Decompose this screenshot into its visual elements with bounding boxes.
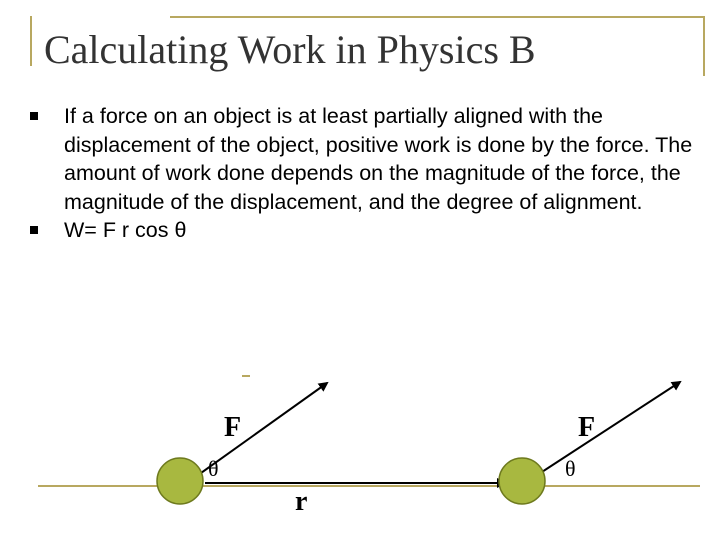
angle-label-2: θ — [565, 456, 576, 481]
force-label-1: F — [224, 412, 242, 443]
displacement-label: r — [295, 486, 308, 517]
angle-label-1: θ — [208, 456, 219, 481]
force-arrow-2 — [525, 382, 680, 483]
object-ball-1 — [157, 458, 203, 504]
bullet-text: If a force on an object is at least partially aligned with the displacement of the object, positive work is done by the force. The amount of work done depends on the magnitude of the force, the magnitude of the displacement, and the degree of alignment. — [64, 104, 693, 214]
object-ball-2 — [499, 458, 545, 504]
formula-text: W= F r cos θ — [64, 218, 187, 242]
force-label-2: F — [578, 412, 596, 443]
slide-title: Calculating Work in Physics B — [44, 27, 536, 72]
